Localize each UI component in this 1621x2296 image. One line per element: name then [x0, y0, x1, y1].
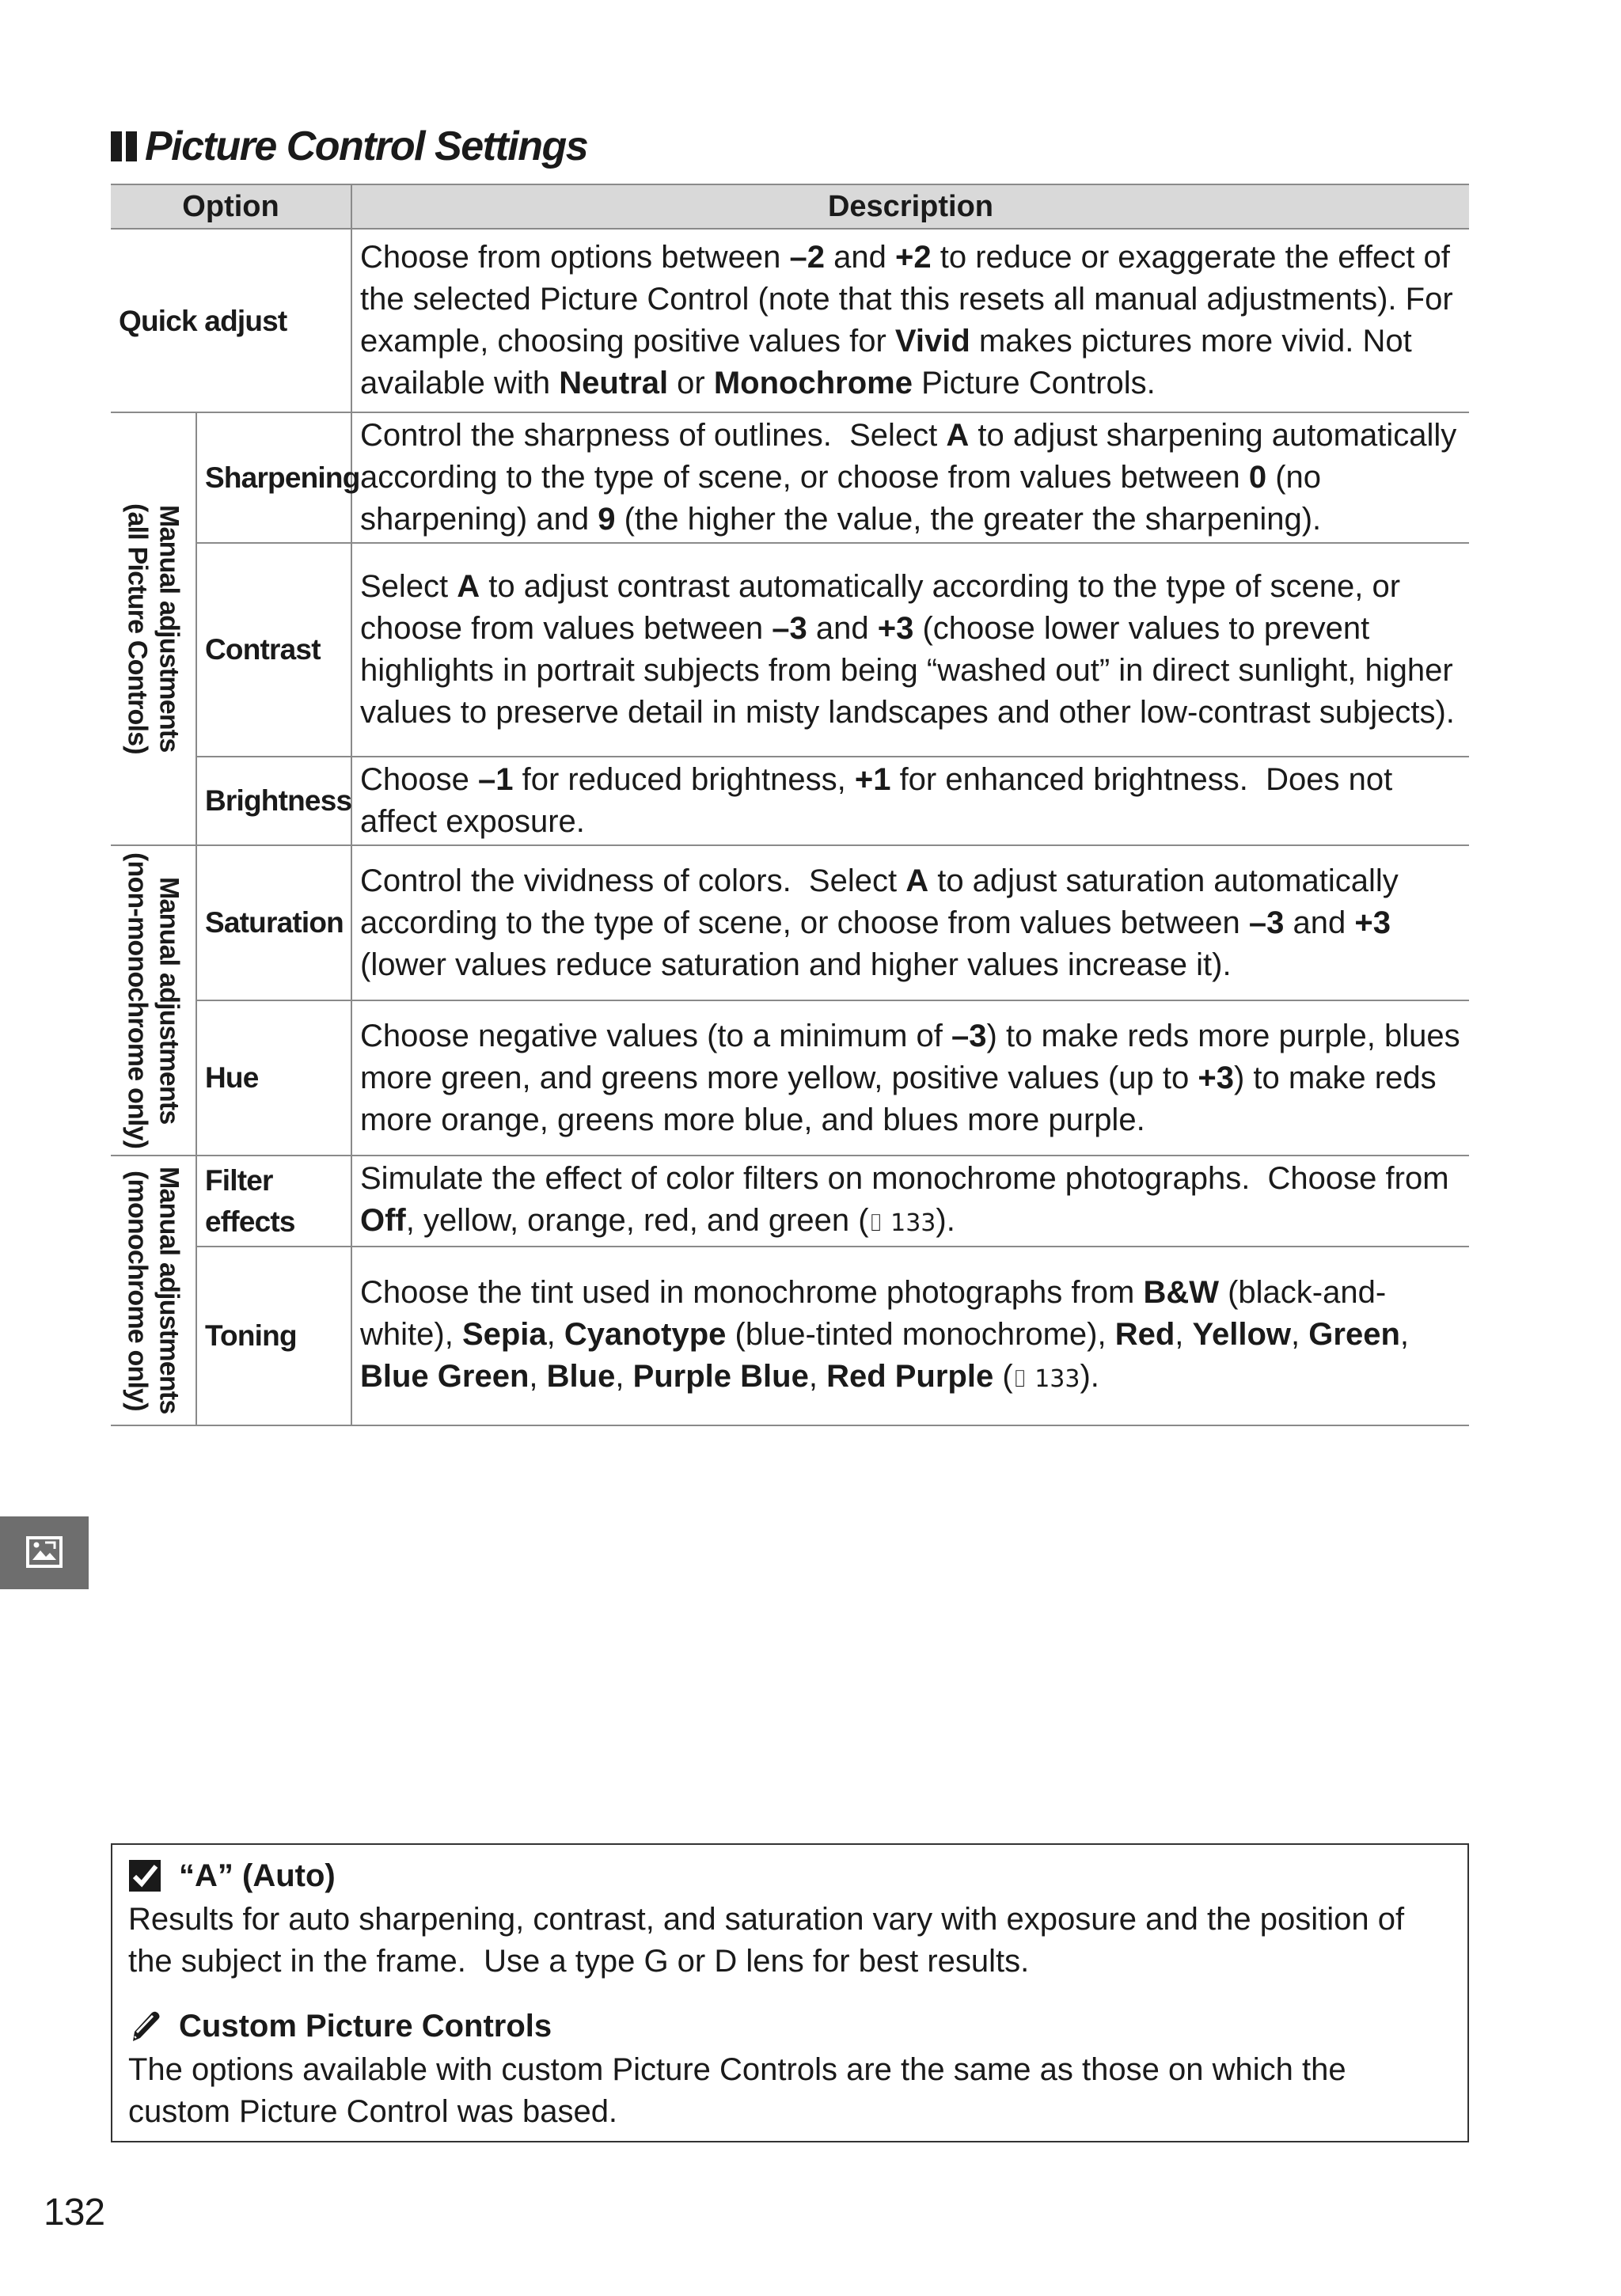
description-text: , [1291, 1317, 1309, 1352]
emphasized-value: –2 [789, 240, 826, 275]
emphasized-value: Blue [546, 1359, 616, 1394]
option-label: Quick adjust [111, 229, 351, 412]
note-heading [128, 2003, 1452, 2049]
description-text: , [1175, 1317, 1193, 1352]
description-text: Picture Controls. [912, 366, 1156, 400]
option-label: Hue [196, 1000, 351, 1156]
description-text: (choose lower values to prevent highlights in portrait subjects from being “washed out” in direct sunlight, higher values to preserve detail in misty landscapes and other low-contrast subjects). [360, 611, 1455, 730]
option-label: Sharpening [196, 412, 351, 543]
emphasized-value: +1 [854, 762, 891, 797]
checkmark-box-icon [128, 1859, 161, 1892]
description-text: , [546, 1317, 564, 1352]
description-text: Choose [360, 762, 478, 797]
description-text: Select [360, 569, 457, 604]
description-text: ( [993, 1359, 1013, 1394]
group-label-line: (non-monochrome only) [122, 852, 153, 1149]
emphasized-value: –1 [477, 762, 514, 797]
description-text: to adjust sharpening automatically according to the type of scene, or choose from values between [360, 418, 1457, 495]
page-reference: ⌷ 133 [1012, 1365, 1080, 1393]
group-label-all-picture-controls [111, 412, 196, 845]
description-text: (lower values reduce saturation and higher values increase it). [360, 947, 1232, 982]
table-row-saturation [111, 845, 1469, 1000]
description-text: , yellow, orange, red, and green ( [405, 1203, 869, 1238]
emphasized-value: 9 [598, 502, 616, 537]
option-description [351, 1000, 1469, 1156]
picture-control-icon [25, 1533, 64, 1573]
description-text: (black-and-white), [360, 1275, 1387, 1352]
description-text: ) to make reds more purple, blues more green, and greens more yellow, positive values (up to [360, 1018, 1460, 1095]
description-text: to adjust contrast automatically according to the type of scene, or choose from values between [360, 569, 1401, 646]
note-heading [128, 1853, 1452, 1899]
option-label: Toning [196, 1247, 351, 1425]
description-text: to adjust saturation automatically according to the type of scene, or choose from values between [360, 863, 1399, 940]
description-text: ). [1080, 1359, 1099, 1394]
option-label: Filter effects [196, 1156, 351, 1247]
option-description [351, 845, 1469, 1000]
table-row-hue [111, 1000, 1469, 1156]
description-text: Control the vividness of colors. Select [360, 863, 906, 898]
option-description [351, 757, 1469, 845]
table-row-quick-adjust [111, 229, 1469, 412]
emphasized-value: Yellow [1192, 1317, 1292, 1352]
section-title [111, 119, 587, 174]
emphasized-value: Blue Green [360, 1359, 530, 1394]
description-text: , [808, 1359, 827, 1394]
option-description [351, 1156, 1469, 1247]
emphasized-value: Sepia [461, 1317, 547, 1352]
group-label-monochrome [111, 1156, 196, 1425]
emphasized-value: –3 [951, 1018, 987, 1053]
chapter-side-tab [0, 1516, 89, 1589]
column-header-description: Description [351, 184, 1469, 229]
note-title: “A” (Auto) [179, 1858, 336, 1893]
emphasized-value: +3 [877, 611, 914, 646]
description-text: Control the sharpness of outlines. Select [360, 418, 947, 453]
option-label: Contrast [196, 543, 351, 757]
table-row-filter-effects [111, 1156, 1469, 1247]
table-row-contrast [111, 543, 1469, 757]
description-text: Simulate the effect of color filters on monochrome photographs. Choose from [360, 1161, 1449, 1196]
emphasized-value: +2 [895, 240, 932, 275]
emphasized-value: Green [1308, 1317, 1400, 1352]
description-text: ). [936, 1203, 955, 1238]
emphasized-value: A [946, 418, 970, 453]
description-text: to reduce or exaggerate the effect of the selected Picture Control (note that this resets all manual adjustments). For example, choosing positive values for [360, 240, 1453, 359]
description-text: Choose negative values (to a minimum of [360, 1018, 952, 1053]
option-label: Saturation [196, 845, 351, 1000]
description-text: (blue-tinted monochrome), [726, 1317, 1115, 1352]
emphasized-value: 0 [1248, 460, 1267, 495]
emphasized-value: +3 [1198, 1060, 1234, 1095]
emphasized-value: Off [360, 1203, 406, 1238]
description-text: and [807, 611, 878, 646]
option-description [351, 543, 1469, 757]
group-label-line: Manual adjustments [154, 505, 184, 753]
emphasized-value: +3 [1354, 905, 1391, 940]
note-body: Results for auto sharpening, contrast, and saturation vary with exposure and the position of the subject in the frame. Use a type G or D lens for best results. [128, 1902, 1405, 1979]
group-label-line: (all Picture Controls) [122, 503, 153, 754]
description-text: Choose the tint used in monochrome photographs from [360, 1275, 1144, 1310]
emphasized-value: Neutral [559, 366, 669, 400]
description-text: (the higher the value, the greater the sharpening). [615, 502, 1322, 537]
emphasized-value: Purple Blue [632, 1359, 809, 1394]
column-header-option: Option [111, 184, 351, 229]
description-text: Choose from options between [360, 240, 790, 275]
emphasized-value: A [457, 569, 480, 604]
description-text: , [529, 1359, 547, 1394]
option-description [351, 412, 1469, 543]
page-number: 132 [44, 2192, 105, 2233]
emphasized-value: Red Purple [826, 1359, 994, 1394]
group-label-non-monochrome [111, 845, 196, 1156]
description-text: or [668, 366, 714, 400]
group-label-line: Manual adjustments [154, 1167, 184, 1414]
description-text: ) to make reds more orange, greens more blue, and blues more purple. [360, 1060, 1437, 1137]
description-text: for reduced brightness, [513, 762, 855, 797]
description-text: and [1284, 905, 1355, 940]
pencil-icon [128, 2009, 161, 2043]
emphasized-value: –3 [1248, 905, 1285, 940]
emphasized-value: Cyanotype [564, 1317, 727, 1352]
option-description [351, 229, 1469, 412]
description-text: , [1399, 1317, 1409, 1352]
emphasized-value: B&W [1143, 1275, 1219, 1310]
page-reference: ⌷ 133 [868, 1209, 936, 1237]
table-row-brightness [111, 757, 1469, 845]
option-label: Brightness [196, 757, 351, 845]
group-label-line: Manual adjustments [154, 876, 184, 1125]
table-header-row [111, 184, 1469, 229]
emphasized-value: Vivid [894, 324, 970, 359]
emphasized-value: A [905, 863, 929, 898]
emphasized-value: –3 [772, 611, 807, 646]
description-text: , [615, 1359, 633, 1394]
section-marker-icon [111, 131, 137, 161]
table-row-toning [111, 1247, 1469, 1425]
emphasized-value: Monochrome [713, 366, 913, 400]
description-text: and [825, 240, 896, 275]
section-title-text: Picture Control Settings [145, 123, 588, 169]
emphasized-value: Red [1114, 1317, 1175, 1352]
notes-box [111, 1843, 1469, 2142]
description-text: (no sharpening) and [360, 460, 1322, 537]
note-body: The options available with custom Picture Controls are the same as those on which the custom Picture Control was based. [128, 2052, 1346, 2129]
note-title: Custom Picture Controls [179, 2008, 552, 2044]
description-text: for enhanced brightness. Does not affect exposure. [360, 762, 1393, 839]
description-text: makes pictures more vivid. Not available with [360, 324, 1412, 400]
picture-control-settings-table [111, 184, 1469, 1426]
table-row-sharpening [111, 412, 1469, 543]
option-description [351, 1247, 1469, 1425]
group-label-line: (monochrome only) [122, 1170, 153, 1411]
